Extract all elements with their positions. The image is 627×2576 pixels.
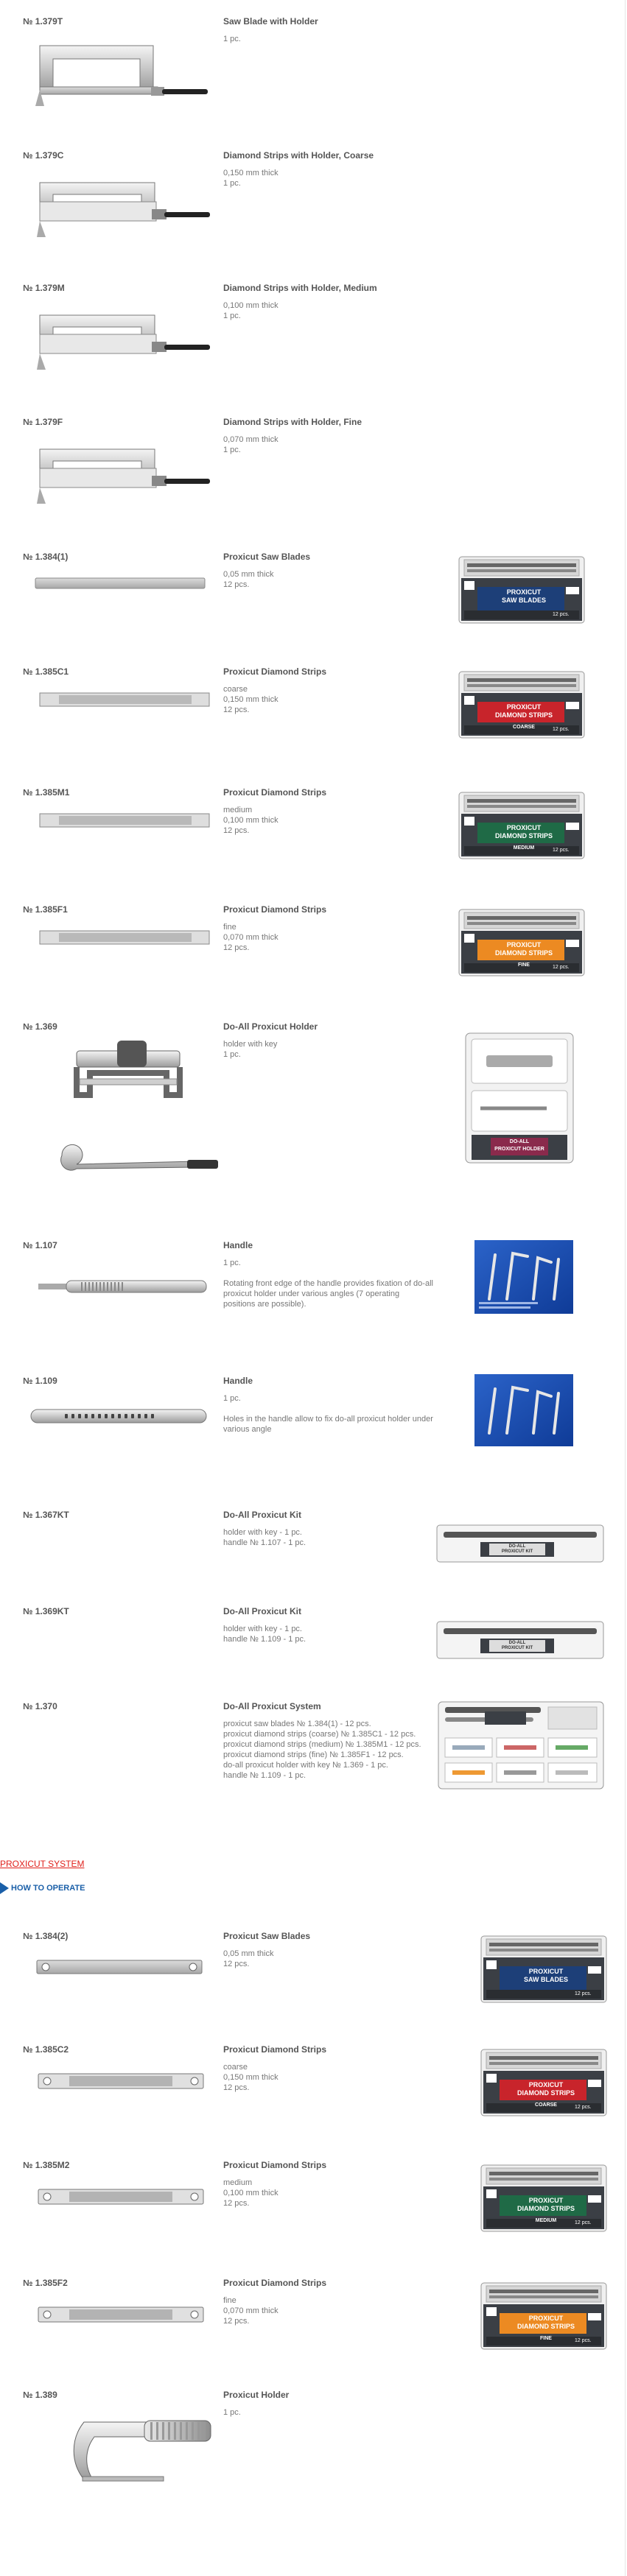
box-quantity: 12 pcs. [575, 2105, 592, 2110]
product-code: № 1.379T [23, 16, 63, 27]
do-all-holder-image [47, 1038, 231, 1185]
product-code: № 1.367KT [23, 1510, 69, 1520]
box-label-1: PROXICUT [506, 824, 542, 831]
box-label-2: SAW BLADES [501, 597, 546, 604]
product-code: № 1.385F1 [23, 904, 68, 915]
product-title: Do-All Proxicut Kit [223, 1510, 302, 1520]
package-image [436, 1621, 604, 1663]
description-note: Rotating front edge of the handle provides fixation of do-all proxicut holder under various angles (7 operating positions are possible). [223, 1279, 433, 1309]
diamond-strip-holder-image [29, 172, 214, 246]
box-label-2: DIAMOND STRIPS [516, 2205, 575, 2212]
arrow-right-icon [0, 1882, 9, 1894]
handle-photo [474, 1374, 573, 1446]
description-line: handle № 1.109 - 1 pc. [223, 1635, 307, 1644]
product-description [223, 434, 433, 455]
product-code: № 1.370 [23, 1701, 57, 1711]
product-image [41, 2409, 218, 2494]
description-line: proxicut diamond strips (coarse) № 1.385C1 - 12 pcs. [223, 1730, 416, 1739]
box-label-2: PROXICUT KIT [501, 1646, 533, 1650]
description-line: 1 pc. [223, 179, 241, 188]
box-grade: MEDIUM [513, 845, 535, 851]
product-description [223, 1393, 433, 1435]
box-label-2: DIAMOND STRIPS [494, 711, 553, 719]
description-line: 12 pcs. [223, 826, 250, 835]
product-code: № 1.384(2) [23, 1931, 69, 1941]
package-image [480, 2049, 607, 2120]
package-box-system [438, 1701, 604, 1790]
description-line: handle № 1.107 - 1 pc. [223, 1538, 307, 1547]
description-line: 0,150 mm thick [223, 169, 279, 177]
saw-blade-image [35, 1956, 205, 1978]
diamond-strip-holder-image [29, 305, 214, 379]
product-title: Handle [223, 1376, 253, 1386]
description-line: 0,100 mm thick [223, 816, 279, 825]
package-image [474, 1240, 573, 1317]
diamond-strip-image [37, 2069, 206, 2093]
description-line: 0,070 mm thick [223, 2306, 279, 2315]
product-image [35, 1956, 205, 1982]
box-quantity: 12 pcs. [575, 2338, 592, 2343]
handle-107-image [37, 1275, 214, 1298]
package-image [458, 556, 585, 627]
description-line: 1 pc. [223, 312, 241, 320]
product-code: № 1.385M2 [23, 2160, 70, 2170]
product-description [223, 805, 433, 836]
box-grade: COARSE [513, 725, 535, 730]
package-image [458, 792, 585, 863]
description-line: do-all proxicut holder with key № 1.369 - 1 pc. [223, 1761, 388, 1770]
product-image [29, 305, 214, 382]
description-line: 12 pcs. [223, 2083, 250, 2092]
diamond-strip-image [37, 689, 214, 711]
product-title: Proxicut Diamond Strips [223, 2044, 327, 2055]
description-line: holder with key - 1 pc. [223, 1528, 302, 1537]
box-label-2: PROXICUT HOLDER [494, 1147, 544, 1152]
product-code: № 1.109 [23, 1376, 57, 1386]
product-code: № 1.385F2 [23, 2278, 68, 2288]
product-title: Diamond Strips with Holder, Coarse [223, 150, 374, 161]
proxicut-system-link[interactable]: PROXICUT SYSTEM [0, 1859, 85, 1869]
box-quantity: 12 pcs. [575, 2220, 592, 2225]
package-image [480, 2164, 607, 2236]
product-code: № 1.389 [23, 2390, 57, 2400]
diamond-strip-holder-image [29, 439, 214, 513]
product-title: Proxicut Saw Blades [223, 1931, 311, 1941]
product-description [223, 1039, 433, 1060]
description-line: 12 pcs. [223, 2199, 250, 2208]
product-title: Do-All Proxicut Kit [223, 1606, 302, 1616]
product-title: Do-All Proxicut Holder [223, 1021, 318, 1032]
description-note: Holes in the handle allow to fix do-all proxicut holder under various angle [223, 1415, 433, 1434]
product-image [29, 439, 214, 516]
box-label-1: PROXICUT [528, 2197, 564, 2204]
product-title: Proxicut Diamond Strips [223, 2278, 327, 2288]
product-code: № 1.369 [23, 1021, 57, 1032]
product-code: № 1.379C [23, 150, 64, 161]
description-line: 12 pcs. [223, 1960, 250, 1968]
box-label-2: DIAMOND STRIPS [494, 949, 553, 957]
saw-blade-image [32, 572, 209, 594]
box-label-1: PROXICUT [506, 703, 542, 711]
product-description [223, 569, 433, 590]
product-image [37, 2303, 206, 2330]
product-code: № 1.369KT [23, 1606, 69, 1616]
package-image [474, 1374, 573, 1450]
package-image [464, 1032, 575, 1168]
package-image [480, 2282, 607, 2354]
product-title: Proxicut Holder [223, 2390, 290, 2400]
package-image [458, 671, 585, 742]
product-title: Proxicut Diamond Strips [223, 2160, 327, 2170]
product-description [223, 1527, 433, 1548]
description-line: 1 pc. [223, 1050, 241, 1059]
box-label-1: PROXICUT [506, 941, 542, 949]
product-code: № 1.379M [23, 283, 65, 293]
box-label-1: PROXICUT [528, 1968, 564, 1975]
description-line: proxicut diamond strips (medium) № 1.385M1 - 12 pcs. [223, 1740, 421, 1749]
diamond-strip-image [37, 926, 214, 949]
box-label-2: DIAMOND STRIPS [516, 2323, 575, 2330]
description-line: 0,150 mm thick [223, 2073, 279, 2082]
description-line: 1 pc. [223, 1259, 241, 1267]
product-description [223, 2295, 433, 2326]
description-line: 0,070 mm thick [223, 435, 279, 444]
description-line: 0,05 mm thick [223, 1949, 274, 1958]
package-image [480, 1935, 607, 2007]
product-title: Diamond Strips with Holder, Medium [223, 283, 377, 293]
product-image [29, 38, 214, 119]
product-image [37, 926, 214, 952]
box-quantity: 12 pcs. [553, 612, 570, 617]
diamond-strip-image [37, 809, 214, 831]
description-line: 1 pc. [223, 2408, 241, 2417]
box-grade: MEDIUM [535, 2218, 557, 2223]
description-line: 12 pcs. [223, 2317, 250, 2326]
handle-109-image [28, 1405, 212, 1427]
product-image [37, 689, 214, 714]
diamond-strip-image [37, 2185, 206, 2209]
product-code: № 1.384(1) [23, 552, 69, 562]
product-title: Diamond Strips with Holder, Fine [223, 417, 362, 427]
product-image [47, 1038, 231, 1189]
description-line: 0,150 mm thick [223, 695, 279, 704]
box-label-2: PROXICUT KIT [501, 1549, 533, 1554]
box-label-2: DIAMOND STRIPS [516, 2089, 575, 2097]
box-label-1: PROXICUT [528, 2081, 564, 2088]
product-description [223, 168, 433, 189]
product-description [223, 1949, 433, 1969]
description-line: 0,05 mm thick [223, 570, 274, 579]
box-grade: COARSE [535, 2102, 557, 2108]
box-label-1: DO-ALL [508, 1544, 526, 1549]
product-image [37, 1275, 214, 1301]
description-line: 0,100 mm thick [223, 301, 279, 310]
product-title: Proxicut Diamond Strips [223, 904, 327, 915]
description-line: 12 pcs. [223, 943, 250, 952]
description-line: 1 pc. [223, 1394, 241, 1403]
handle-photo [474, 1240, 573, 1314]
product-image [37, 2069, 206, 2097]
description-line: fine [223, 2296, 237, 2305]
box-grade: FINE [518, 963, 530, 968]
box-label-1: PROXICUT [528, 2315, 564, 2322]
product-title: Saw Blade with Holder [223, 16, 318, 27]
product-title: Proxicut Saw Blades [223, 552, 311, 562]
box-grade: FINE [540, 2336, 552, 2341]
proxicut-holder-image [41, 2409, 218, 2490]
product-code: № 1.107 [23, 1240, 57, 1250]
product-title: Proxicut Diamond Strips [223, 787, 327, 798]
product-description [223, 300, 433, 321]
product-title: Handle [223, 1240, 253, 1250]
product-code: № 1.385C1 [23, 666, 69, 677]
description-line: proxicut diamond strips (fine) № 1.385F1 - 12 pcs. [223, 1750, 404, 1759]
diamond-strip-image [37, 2303, 206, 2326]
package-image [436, 1524, 604, 1566]
box-label-1: DO-ALL [509, 1139, 530, 1144]
product-description [223, 34, 433, 44]
description-line: fine [223, 923, 237, 932]
package-box-kit [436, 1621, 604, 1659]
product-description [223, 1624, 433, 1644]
package-image [458, 909, 585, 980]
package-image [438, 1701, 604, 1793]
product-code: № 1.385C2 [23, 2044, 69, 2055]
box-quantity: 12 pcs. [575, 1991, 592, 1996]
product-description [223, 684, 433, 715]
description-line: proxicut saw blades № 1.384(1) - 12 pcs. [223, 1720, 371, 1728]
product-image [28, 1405, 212, 1431]
product-image [32, 572, 209, 598]
product-description [223, 2407, 433, 2418]
how-to-operate-link[interactable] [0, 1882, 85, 1894]
box-quantity: 12 pcs. [553, 727, 570, 732]
description-line: holder with key [223, 1040, 278, 1049]
description-line: coarse [223, 685, 248, 694]
product-description [223, 2178, 433, 2209]
description-line: 12 pcs. [223, 705, 250, 714]
package-box-kit [436, 1524, 604, 1563]
product-image [37, 2185, 206, 2212]
description-line: coarse [223, 2063, 248, 2072]
how-to-operate-label: HOW TO OPERATE [11, 1883, 85, 1893]
box-label-1: DO-ALL [508, 1641, 526, 1645]
product-image [37, 809, 214, 835]
product-description [223, 2062, 433, 2093]
product-description [223, 1719, 430, 1781]
product-title: Do-All Proxicut System [223, 1701, 321, 1711]
description-line: 1 pc. [223, 446, 241, 454]
product-description [223, 1258, 433, 1309]
description-line: 12 pcs. [223, 580, 250, 589]
description-line: 0,070 mm thick [223, 933, 279, 942]
box-quantity: 12 pcs. [553, 848, 570, 853]
product-title: Proxicut Diamond Strips [223, 666, 327, 677]
description-line: holder with key - 1 pc. [223, 1625, 302, 1633]
description-line: 0,100 mm thick [223, 2189, 279, 2197]
product-code: № 1.379F [23, 417, 63, 427]
description-line: medium [223, 2178, 253, 2187]
description-line: medium [223, 806, 253, 814]
box-quantity: 12 pcs. [553, 965, 570, 970]
description-line: 1 pc. [223, 35, 241, 43]
product-description [223, 922, 433, 953]
product-code: № 1.385M1 [23, 787, 70, 798]
box-label-2: SAW BLADES [523, 1976, 568, 1983]
package-box-holder [464, 1032, 575, 1164]
box-label-1: PROXICUT [506, 588, 542, 596]
saw-blade-holder-image [29, 38, 214, 116]
product-image [29, 172, 214, 250]
description-line: handle № 1.109 - 1 pc. [223, 1771, 307, 1780]
page-edge-line [625, 0, 626, 2576]
box-label-2: DIAMOND STRIPS [494, 832, 553, 840]
